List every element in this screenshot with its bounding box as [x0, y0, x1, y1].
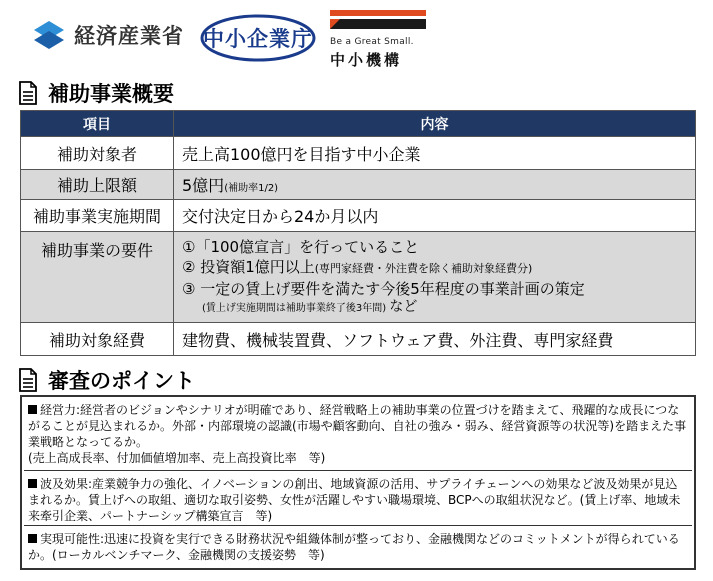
row-label: 補助対象者	[21, 137, 174, 170]
review-item-feasibility	[28, 531, 688, 563]
sme-agency-name: 中小企業庁	[203, 27, 313, 51]
requirement-3-note-line	[182, 299, 695, 317]
row-label: 補助対象経費	[21, 323, 174, 356]
smrj-slogan: Be a Great Small.	[330, 37, 414, 47]
review-points-box	[20, 395, 696, 570]
row-value: 5億円	[182, 176, 225, 195]
section-heading-overview	[18, 78, 174, 108]
overview-table	[20, 110, 696, 356]
sme-agency-logo	[199, 13, 317, 63]
requirement-3-suffix: など	[389, 299, 418, 315]
smrj-red-bar	[330, 10, 426, 16]
divider	[24, 470, 692, 471]
requirement-2-text: ② 投資額1億円以上	[182, 258, 315, 276]
review-item-text: 波及効果:産業競争力の強化、イノベーションの創出、地域資源の活用、サプライチェーンへの効果など波及効果が見込まれるか。賃上げへの取組、適切な取引姿勢、女性が活躍しやすい職場環境、BCPへの取組状況など。(賃上げ率、地域未来牽引企業、パートナーシップ構築宣言 等)	[28, 477, 681, 523]
row-label: 補助事業の要件	[21, 232, 174, 323]
requirement-2-note: (専門家経費・外注費を除く補助対象経費分)	[314, 262, 533, 275]
requirement-3-note: (賃上げ実施期間は補助事業終了後3年間)	[202, 303, 387, 314]
meti-logo	[32, 18, 184, 52]
smrj-logo	[330, 10, 440, 70]
review-item-ripple-effect	[28, 476, 688, 524]
table-row	[21, 137, 696, 170]
smrj-name: 中小機構	[330, 51, 403, 69]
table-row	[21, 232, 696, 323]
requirement-3: ③ 一定の賃上げ要件を満たす今後5年程度の事業計画の策定	[182, 280, 585, 298]
square-bullet-icon	[28, 479, 37, 488]
requirement-2	[182, 257, 695, 279]
row-value: 交付決定日から24か月以内	[174, 200, 696, 232]
table-row	[21, 323, 696, 356]
section-title: 補助事業概要	[48, 82, 174, 106]
review-item-note: (売上高成長率、付加価値増加率、売上高投資比率 等)	[28, 451, 326, 465]
meti-name: 経済産業省	[74, 24, 184, 48]
meti-mark-icon	[32, 18, 66, 52]
row-value: 建物費、機械装置費、ソフトウェア費、外注費、専門家経費	[174, 323, 696, 356]
row-value: 売上高100億円を目指す中小企業	[174, 137, 696, 170]
row-value-cell	[174, 170, 696, 200]
review-item-management	[28, 402, 688, 466]
table-row	[21, 200, 696, 232]
header-item: 項目	[21, 111, 174, 137]
divider	[24, 525, 692, 526]
row-label: 補助上限額	[21, 170, 174, 200]
square-bullet-icon	[28, 534, 37, 543]
logo-row	[0, 0, 713, 72]
requirement-1: ①「100億宣言」を行っていること	[182, 238, 420, 256]
table-header-row	[21, 111, 696, 137]
requirements-cell	[174, 232, 696, 323]
row-value-note: (補助率1/2)	[224, 183, 279, 194]
section-heading-review	[18, 365, 195, 395]
row-label: 補助事業実施期間	[21, 200, 174, 232]
smrj-black-bar	[330, 19, 426, 29]
square-bullet-icon	[28, 405, 37, 414]
section-title: 審査のポイント	[48, 369, 195, 393]
document-icon	[18, 81, 38, 105]
header-content: 内容	[174, 111, 696, 137]
table-row	[21, 170, 696, 200]
review-item-text: 実現可能性:迅速に投資を実行できる財務状況や組織体制が整っており、金融機関などのコミットメントが得られているか。(ローカルベンチマーク、金融機関の支援姿勢 等)	[28, 532, 680, 562]
document-icon	[18, 368, 38, 392]
review-item-text: 経営力:経営者のビジョンやシナリオが明確であり、経営戦略上の補助事業の位置づけを踏まえて、飛躍的な成長につながることが見込まれるか。外部・内部環境の認識(市場や顧客動向、自社の強み・弱み、経営資源等の状況等)を踏まえた事業戦略となってるか。	[28, 403, 687, 449]
